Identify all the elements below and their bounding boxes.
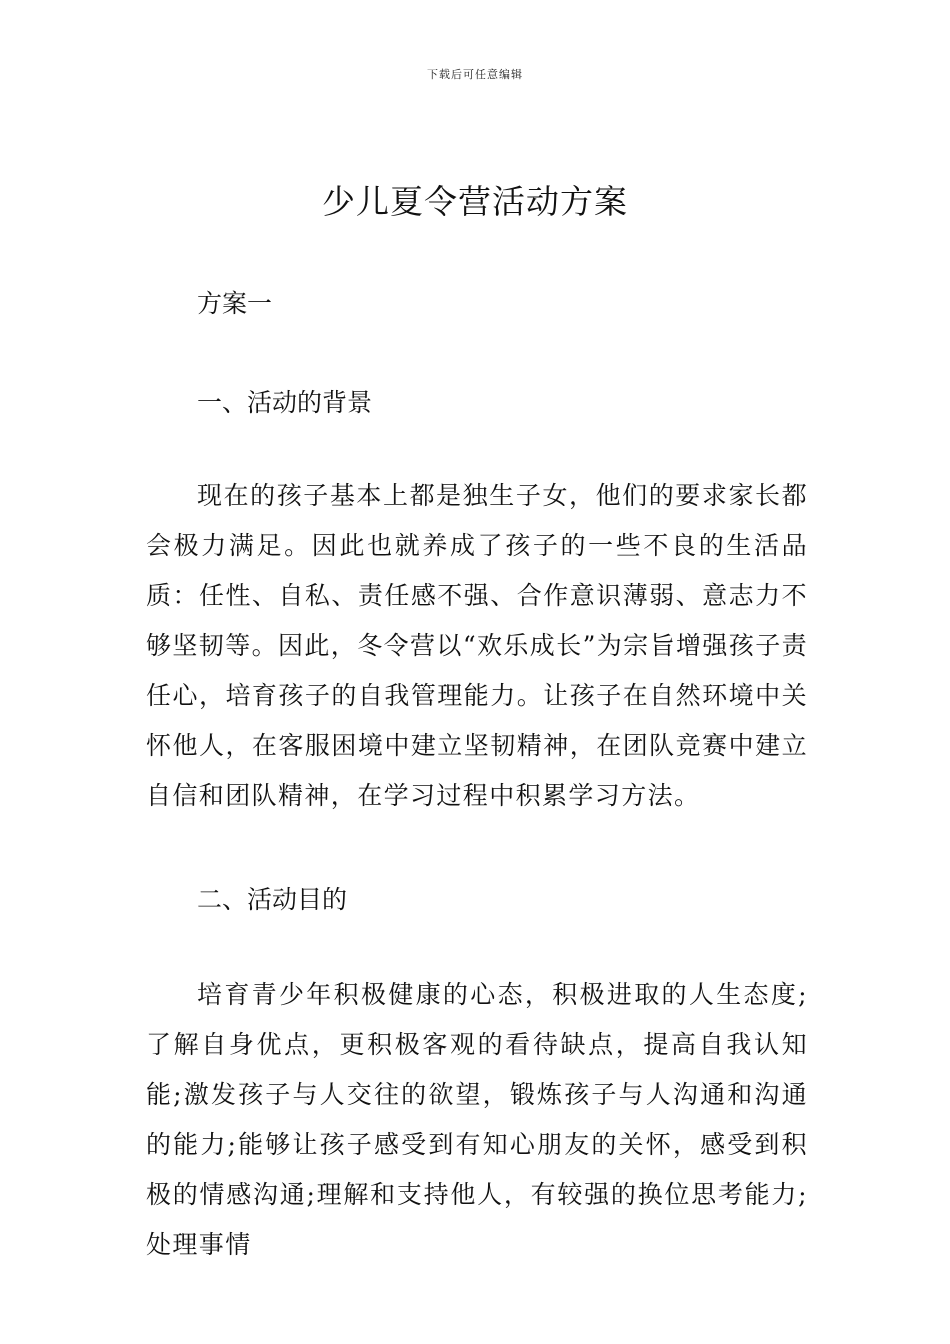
header-note: 下载后可任意编辑 bbox=[427, 68, 523, 81]
plan-label: 方案一 bbox=[197, 289, 273, 318]
paragraph-background: 现在的孩子基本上都是独生子女，他们的要求家长都会极力满足。因此也就养成了孩子的一些不良的生活品质：任性、自私、责任感不强、合作意识薄弱、意志力不够坚韧等。因此，冬令营以“欢乐成长”为宗旨增强孩子责任心，培育孩子的自我管理能力。让孩子在自然环境中关怀他人，在客服困境中建立坚韧精神，在团队竞赛中建立自信和团队精神，在学习过程中积累学习方法。 bbox=[146, 481, 808, 810]
document-title: 少儿夏令营活动方案 bbox=[322, 182, 628, 221]
section-heading-background: 一、活动的背景 bbox=[197, 388, 373, 417]
paragraph-purpose: 培育青少年积极健康的心态，积极进取的人生态度;了解自身优点，更积极客观的看待缺点，提高自我认知能;激发孩子与人交往的欲望，锻炼孩子与人沟通和沟通的能力;能够让孩子感受到有知心朋友的关怀，感受到积极的情感沟通;理解和支持他人，有较强的换位思考能力;处理事情 bbox=[146, 980, 808, 1259]
section-heading-purpose: 二、活动目的 bbox=[197, 885, 348, 914]
